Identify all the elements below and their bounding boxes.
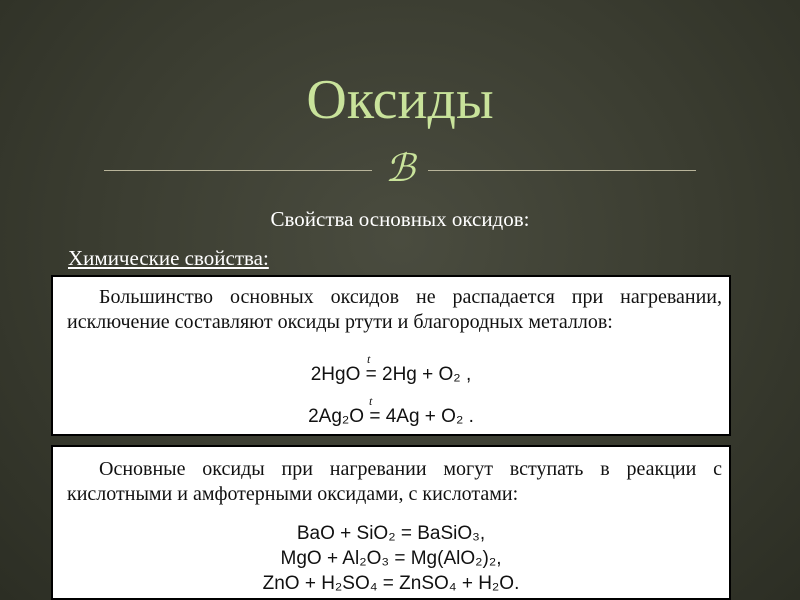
slide-title: Оксиды <box>306 69 494 131</box>
section-label: Химические свойства: <box>68 246 269 270</box>
equation-hgo: 2HgO = 2Hg + O₂ , <box>310 364 472 385</box>
divider-right <box>428 170 696 171</box>
heat-mark: t <box>369 394 373 408</box>
reactions-paragraph <box>67 457 722 507</box>
decomposition-text: Большинство основных оксидов не распадается при нагревании, исключение составляют оксиды ртути и благородных металлов: <box>67 286 722 333</box>
decomposition-box <box>51 275 731 436</box>
divider-left <box>104 170 372 171</box>
ornament-icon: ℬ <box>385 146 415 190</box>
equation-mgo: MgO + Al₂O₃ = Mg(AlO₂)₂, <box>280 548 502 569</box>
decomposition-paragraph <box>67 285 722 335</box>
equation-ag2o: 2Ag₂O = 4Ag + O₂ . <box>308 406 474 427</box>
equation-zno: ZnO + H₂SO₄ = ZnSO₄ + H₂O. <box>262 573 520 594</box>
heat-mark: t <box>367 352 371 366</box>
slide-subtitle: Свойства основных оксидов: <box>270 207 530 231</box>
reactions-box <box>51 445 731 600</box>
reactions-text: Основные оксиды при нагревании могут вступать в реакции с кислотными и амфотерными оксидами, с кислотами: <box>67 458 722 505</box>
equation-bao: BaO + SiO₂ = BaSiO₃, <box>296 523 486 544</box>
